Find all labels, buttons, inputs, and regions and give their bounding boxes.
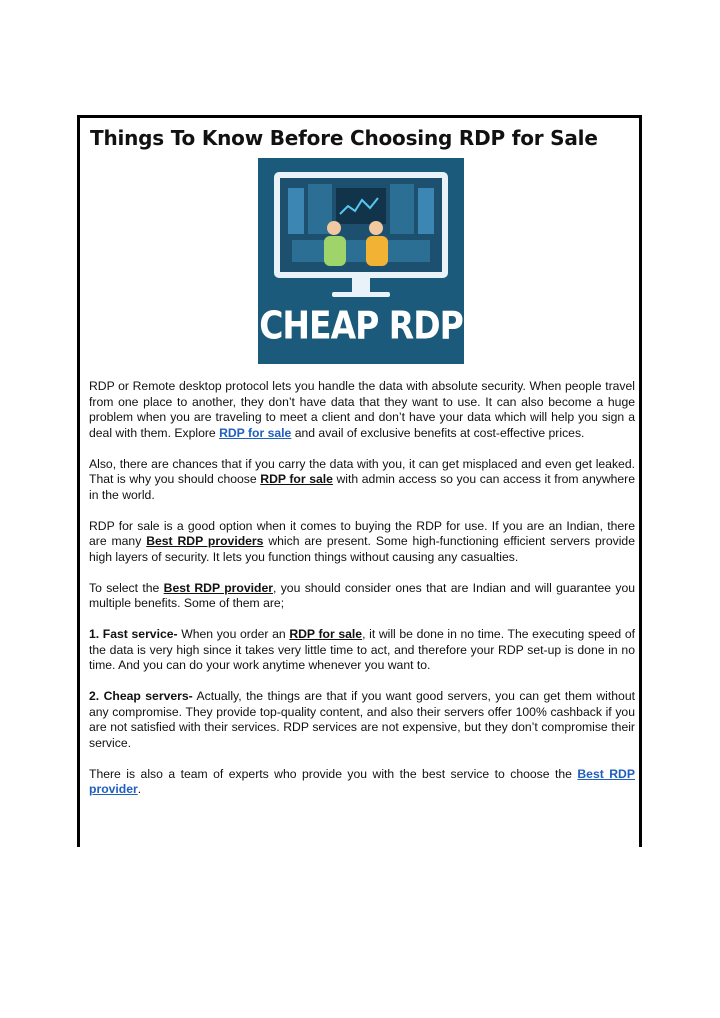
paragraph-cheap-servers [89, 689, 635, 751]
paragraph-text: with admin access so you can access it from anywhere in the world. [89, 472, 636, 502]
paragraph-4 [89, 581, 635, 612]
paragraph-text: There is also a team of experts who provide you with the best service to choose the [89, 766, 578, 781]
paragraph-7 [89, 767, 635, 798]
rdp-for-sale-link[interactable]: RDP for sale [289, 627, 363, 641]
list-item-heading: 2. Cheap servers- [89, 689, 193, 703]
paragraph-text: RDP for sale is a good option when it comes to buying the RDP for use. If you are an Indian, there are many [89, 518, 635, 548]
paragraph-fast-service [89, 627, 635, 674]
best-rdp-providers-link[interactable]: Best RDP providers [146, 534, 264, 548]
paragraph-3 [89, 519, 635, 566]
paragraph-text: RDP or Remote desktop protocol lets you handle the data with absolute security. When people travel from one place to another, they don’t have data that they want to use. It can also become a huge problem when you are traveling to meet a client and don’t have your data which will help you sign a deal with them. Explore [89, 379, 635, 440]
paragraph-2 [89, 457, 635, 504]
document-title: Things To Know Before Choosing RDP for Sale [90, 126, 598, 150]
best-rdp-provider-link[interactable]: Best RDP provider [163, 580, 273, 595]
paragraph-text: , it will be done in no time. The executing speed of the data is very high since it takes very little time to act, and therefore your RDP set-up is done in no time. And you can do your work anytime whenever you want to. [89, 627, 635, 672]
best-rdp-provider-link[interactable]: Best RDP provider [89, 766, 635, 796]
rdp-for-sale-link[interactable]: RDP for sale [260, 472, 333, 486]
paragraph-text: When you order an [177, 627, 290, 641]
paragraph-text: and avail of exclusive benefits at cost-effective prices. [291, 425, 585, 440]
document-frame [77, 115, 642, 847]
paragraph-text: Actually, the things are that if you want good servers, you can get them without any compromise. They provide top-quality content, and also their servers offer 100% cashback if you are not satisfied with their services. RDP services are not expensive, but they don’t compromise their service. [89, 689, 635, 750]
hero-caption: CHEAP RDP [259, 303, 463, 348]
list-item-heading: 1. Fast service- [89, 627, 178, 641]
paragraph-1 [89, 379, 635, 441]
paragraph-text: . [137, 782, 142, 796]
article-body [89, 379, 635, 813]
rdp-for-sale-link[interactable]: RDP for sale [219, 425, 292, 440]
paragraph-text: which are present. Some high-functioning efficient servers provide high layers of security. It lets you function things without causing any casualties. [89, 534, 635, 564]
cheap-rdp-hero-image [258, 158, 464, 364]
paragraph-text: , you should consider ones that are Indian and will guarantee you multiple benefits. Some of them are; [89, 580, 636, 610]
paragraph-text: Also, there are chances that if you carry the data with you, it can get misplaced and even get leaked. That is why you should choose [89, 456, 635, 486]
paragraph-text: To select the [89, 580, 164, 595]
